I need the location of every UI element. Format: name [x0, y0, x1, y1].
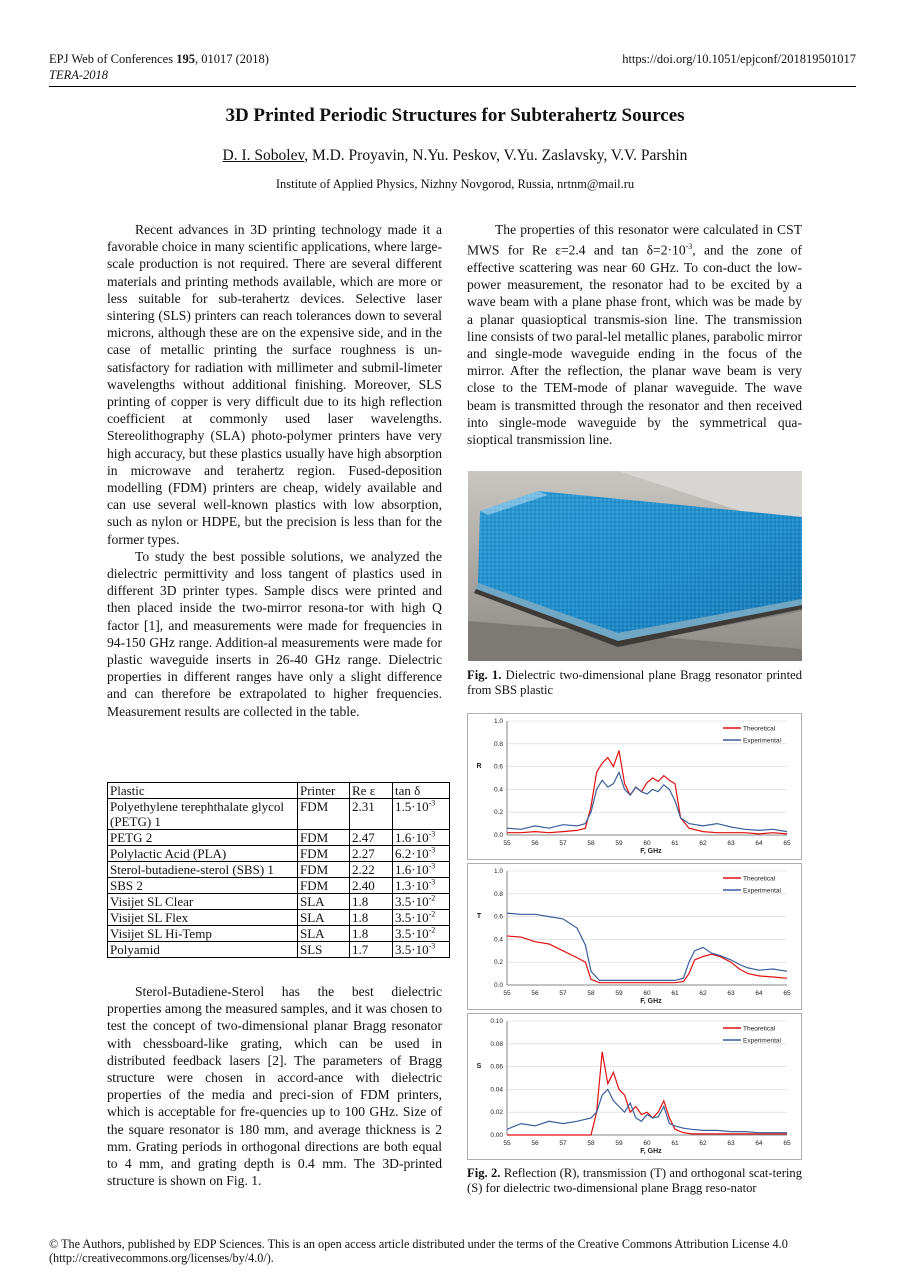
table-cell-printer: SLA	[298, 926, 350, 942]
table-cell-plastic: Visijet SL Hi-Temp	[108, 926, 298, 942]
dielectric-properties-table	[107, 782, 450, 958]
table-row	[108, 910, 450, 926]
table-cell-tan: $1.6\cdot 10^{-3}$	[393, 862, 450, 878]
x-tick-label: 55	[503, 1140, 511, 1147]
y-axis-label: T	[476, 913, 482, 920]
table-row	[108, 799, 450, 830]
table-cell-tan: $3.5\cdot 10^{-2}$	[393, 894, 450, 910]
paragraph-method: To study the best possible solutions, we analyzed the dielectric permittivity and loss tangent of plastics used in different 3D printer types. Sample discs were printed and then placed inside the two-mirror resona-tor with high Q factor [1], and measurements were made for frequencies in 94-150 GHz range. Addition-al measurements were made for plastic waveguide inserts in 26-40 GHz range. Dielectric properties in different ranges have only a slight difference and can therefore be extrapolated to higher frequencies. Measurement results are collected in the table.	[107, 548, 442, 719]
table-row	[108, 862, 450, 878]
legend-label-experimental: Experimental	[743, 1037, 781, 1045]
table-row	[108, 894, 450, 910]
table-header-cell: Plastic	[108, 783, 298, 799]
figure-2-label: Fig. 2.	[467, 1166, 501, 1180]
chart-frame	[468, 714, 802, 860]
table-cell-tan: $6.2\cdot 10^{-3}$	[393, 846, 450, 862]
x-tick-label: 64	[755, 1140, 763, 1147]
x-tick-label: 59	[615, 990, 623, 997]
x-tick-label: 59	[615, 1140, 623, 1147]
table-cell-printer: SLS	[298, 942, 350, 958]
table-cell-printer: FDM	[298, 799, 350, 830]
left-column-continued	[107, 983, 442, 1189]
y-tick-label: 0.08	[490, 1040, 503, 1048]
y-tick-label: 0.0	[493, 832, 503, 839]
venue-line: EPJ Web of Conferences 195, 01017 (2018)	[49, 52, 269, 66]
legend-label-experimental: Experimental	[743, 887, 781, 895]
author-list	[0, 147, 910, 165]
x-axis-label: F, GHz	[640, 998, 662, 1005]
table-cell-plastic: Polyethylene terephthalate glycol (PETG) 1	[108, 799, 298, 830]
paragraph-sbs: Sterol-Butadiene-Sterol has the best dielectric properties among the measured samples, and it was chosen to test the concept of two-dimensional planar Bragg resonator with chessboard-like grating, which can be used in distributed feedback lasers [2]. The parameters of Bragg structure were chosen in accord-ance with dielectric properties of the media and preci-sion of FDM printers, which is acceptable for fre-quencies up to 100 GHz. Size of the square resonator is 180 mm, and average thickness is 2 mm. Grating periods in orthogonal directions are both equal to 4 mm, and grating depth is 0.4 mm. The 3D-printed structure is shown on Fig. 1.	[107, 984, 442, 1189]
table-cell-re: 1.8	[350, 926, 393, 942]
doi-link[interactable]: https://doi.org/10.1051/epjconf/201819501017	[622, 52, 856, 66]
venue-volume: 195	[176, 52, 195, 66]
y-tick-label: 1.0	[493, 718, 503, 725]
y-tick-label: 0.6	[493, 913, 503, 921]
table-row	[108, 846, 450, 862]
table-cell-plastic: SBS 2	[108, 878, 298, 894]
x-tick-label: 59	[615, 840, 623, 847]
table-cell-printer: FDM	[298, 862, 350, 878]
table-row	[108, 942, 450, 958]
table-cell-printer: FDM	[298, 830, 350, 846]
table-cell-re: 1.8	[350, 894, 393, 910]
table-cell-re: 2.47	[350, 830, 393, 846]
chart-panel-s	[468, 1014, 802, 1160]
table-cell-plastic: Polyamid	[108, 942, 298, 958]
legend-label-theoretical: Theoretical	[743, 1025, 776, 1033]
figure-2	[467, 713, 802, 1163]
table-cell-re: 2.22	[350, 862, 393, 878]
y-tick-label: 0.6	[493, 763, 503, 771]
x-tick-label: 63	[727, 1140, 735, 1147]
table-cell-tan: $3.5\cdot 10^{-2}$	[393, 910, 450, 926]
table-row	[108, 926, 450, 942]
x-tick-label: 57	[559, 840, 567, 847]
y-tick-label: 0.8	[493, 740, 503, 748]
table-header-row	[108, 783, 450, 799]
table-header-cell: Printer	[298, 783, 350, 799]
running-header-left	[49, 51, 269, 83]
y-tick-label: 0.4	[493, 786, 503, 794]
x-tick-label: 63	[727, 990, 735, 997]
table-row	[108, 878, 450, 894]
x-tick-label: 60	[643, 1140, 651, 1147]
table-header-cell: tan δ	[393, 783, 450, 799]
figure-2-charts	[467, 713, 802, 1163]
x-tick-label: 58	[587, 990, 595, 997]
table-cell-printer: SLA	[298, 910, 350, 926]
conference-name: TERA-2018	[49, 68, 109, 82]
paragraph-resonator: The properties of this resonator were calculated in CST MWS for Re ε=2.4 and $\tan \delta=2\cdot 10^{-3}$, and the zone of effective scattering was near 60 GHz. To con-duct the low-power measurement, the resonator had to be excited by a wave beam with a plane phase front, which was be made by a planar quasioptical transmis-sion line. The transmission line consists of two paral-lel metallic planes, parabolic mirror and single-mode waveguide ending in the focus of the mirror. After the reflection, the planar wave beam is very close to the TEM-mode of planar waveguide. The wave beam is transmitted through the resonator and then received into single-mode waveguide by the symmetrical qua-sioptical transmission line.	[467, 222, 802, 447]
table-cell-re: 1.8	[350, 910, 393, 926]
table-cell-printer: FDM	[298, 846, 350, 862]
table-cell-tan: $1.3\cdot 10^{-3}$	[393, 878, 450, 894]
resonator-photo	[468, 471, 802, 661]
x-tick-label: 57	[559, 1140, 567, 1147]
figure-2-caption: Fig. 2. Reflection (R), transmission (T) and orthogonal scat-tering (S) for dielectric two-dimensional plane Bragg reso-nator	[467, 1166, 803, 1195]
y-tick-label: 1.0	[493, 868, 503, 875]
table-cell-plastic: Sterol-butadiene-sterol (SBS) 1	[108, 862, 298, 878]
table-cell-re: 2.40	[350, 878, 393, 894]
x-tick-label: 56	[531, 990, 539, 997]
left-column	[107, 221, 442, 720]
y-tick-label: 0.0	[493, 982, 503, 989]
table-cell-re: 2.31	[350, 799, 393, 830]
x-tick-label: 62	[699, 990, 707, 997]
x-axis-label: F, GHz	[640, 1148, 662, 1155]
table-cell-tan: $3.5\cdot 10^{-3}$	[393, 942, 450, 958]
x-tick-label: 65	[783, 990, 791, 997]
y-axis-label: S	[476, 1063, 482, 1070]
y-tick-label: 0.00	[490, 1132, 503, 1139]
paper-title: 3D Printed Periodic Structures for Subterahertz Sources	[225, 105, 685, 126]
table-cell-plastic: Visijet SL Clear	[108, 894, 298, 910]
table-cell-re: 1.7	[350, 942, 393, 958]
y-tick-label: 0.10	[490, 1018, 503, 1025]
table-cell-tan: $3.5\cdot 10^{-2}$	[393, 926, 450, 942]
x-tick-label: 55	[503, 840, 511, 847]
chart-panel-r	[468, 714, 802, 860]
y-tick-label: 0.8	[493, 890, 503, 898]
affiliation: Institute of Applied Physics, Nizhny Novgorod, Russia, nrtnm@mail.ru	[275, 177, 635, 191]
legend-label-theoretical: Theoretical	[743, 875, 776, 883]
x-tick-label: 61	[671, 990, 679, 997]
figure-1-caption: Fig. 1. Dielectric two-dimensional plane Bragg resonator printed from SBS plastic	[467, 668, 802, 697]
x-axis-label: F, GHz	[640, 848, 662, 855]
header-rule	[49, 86, 856, 87]
y-tick-label: 0.2	[493, 809, 503, 817]
x-tick-label: 55	[503, 990, 511, 997]
table-row	[108, 830, 450, 846]
table-cell-tan: $1.6\cdot 10^{-3}$	[393, 830, 450, 846]
x-tick-label: 65	[783, 1140, 791, 1147]
x-tick-label: 58	[587, 840, 595, 847]
x-tick-label: 60	[643, 990, 651, 997]
y-tick-label: 0.2	[493, 959, 503, 967]
table-cell-plastic: Visijet SL Flex	[108, 910, 298, 926]
x-tick-label: 62	[699, 1140, 707, 1147]
table-cell-re: 2.27	[350, 846, 393, 862]
x-tick-label: 61	[671, 840, 679, 847]
chart-panel-t	[468, 864, 802, 1010]
chart-frame	[468, 1014, 802, 1160]
license-footer: © The Authors, published by EDP Sciences. This is an open access article distributed under the terms of the Creative Commons Attribution License 4.0 (http://creativecommons.org/licenses/by/4.0/).	[49, 1237, 788, 1266]
x-tick-label: 64	[755, 990, 763, 997]
table-cell-plastic: PETG 2	[108, 830, 298, 846]
x-tick-label: 57	[559, 990, 567, 997]
y-tick-label: 0.04	[490, 1086, 503, 1094]
x-tick-label: 61	[671, 1140, 679, 1147]
y-axis-label: R	[476, 763, 482, 770]
other-authors: , M.D. Proyavin, N.Yu. Peskov, V.Yu. Zaslavsky, V.V. Parshin	[304, 147, 688, 164]
figure-1-label: Fig. 1.	[467, 668, 502, 682]
table-header-cell: Re ε	[350, 783, 393, 799]
table-cell-printer: FDM	[298, 878, 350, 894]
table-cell-plastic: Polylactic Acid (PLA)	[108, 846, 298, 862]
paragraph-intro: Recent advances in 3D printing technology made it a favorable choice in many scientific applications, where large-scale production is not required. There are several different materials and printing methods available, which are more or less suitable for sub-terahertz devices. Selective laser sintering (SLS) printers can reach tolerances down to several microns, although these are on the expensive side, and in the case of metallic printing the surface roughness is un-satisfactory for radiation with millimeter and submil-limeter wavelengths without additional finishing. Moreover, SLS printing of copper is very difficult due to its high reflection coefficient at commonly used laser wavelengths. Stereolithography (SLA) photo-polymer printers have very high accuracy, but these plastics usually have high absorption in microwave and terahertz region. Fused-deposition modelling (FDM) printers are cheap, widely available and can use several well-known plastics with low absorption, such as nylon or HDPE, but the precision is less than for the former types.	[107, 222, 442, 547]
x-tick-label: 62	[699, 840, 707, 847]
x-tick-label: 60	[643, 840, 651, 847]
right-column	[467, 221, 802, 448]
table-cell-printer: SLA	[298, 894, 350, 910]
x-tick-label: 65	[783, 840, 791, 847]
y-tick-label: 0.06	[490, 1063, 503, 1071]
x-tick-label: 58	[587, 1140, 595, 1147]
x-tick-label: 56	[531, 840, 539, 847]
first-author: D. I. Sobolev	[222, 147, 305, 164]
y-tick-label: 0.02	[490, 1109, 503, 1117]
legend-label-experimental: Experimental	[743, 737, 781, 745]
x-tick-label: 64	[755, 840, 763, 847]
table-cell-tan: $1.5\cdot 10^{-3}$	[393, 799, 450, 830]
y-tick-label: 0.4	[493, 936, 503, 944]
legend-label-theoretical: Theoretical	[743, 725, 776, 733]
x-tick-label: 56	[531, 1140, 539, 1147]
x-tick-label: 63	[727, 840, 735, 847]
